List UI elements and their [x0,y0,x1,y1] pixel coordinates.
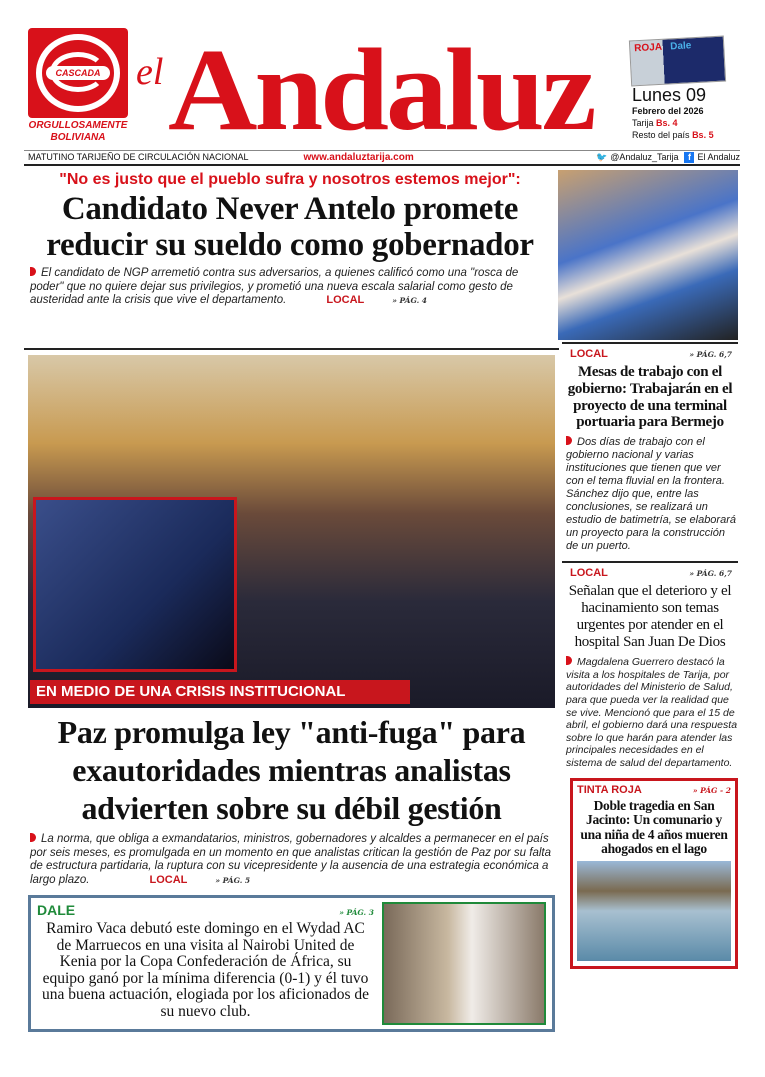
price-rest: Resto del país Bs. 5 [632,130,714,140]
side1-headline[interactable]: Mesas de trabajo con el gobierno: Trabajarán en el proyecto de una terminal portuaria para Bermejo [567,364,733,431]
bullet-icon [566,436,572,445]
divider [562,342,738,344]
cascada-logo: CASCADA [28,28,128,118]
dale-box [28,895,555,1032]
issue-day: Lunes 09 [632,85,707,105]
side1-deck: Dos días de trabajo con el gobierno nacional y varias instituciones que tienen que ver con el tema fluvial en la frontera. Sánchez dijo que, entre las conclusiones, se realizará un estudio de batimetría, se elaborará un proyecto para la construcción de un puerto. [566,436,736,553]
divider [562,561,738,563]
issue-month-year: Febrero del 2026 [632,106,704,116]
lead-quote: "No es justo que el pueblo sufra y nosotros estemos mejor": [59,171,521,188]
side2-page: » PÁG. 6,7 [689,569,732,579]
main-section: LOCAL [149,873,188,886]
side2-section: LOCAL [570,567,608,580]
side1-page: » PÁG. 6,7 [689,350,732,359]
masthead-title: Andaluz [168,24,594,155]
main-deck: La norma, que obliga a exmandatarios, ministros, gobernadores y alcaldes a permanecer en el país por seis meses, es promulgada en un momento en que analistas critican la gestión de Paz por su falta de estructura partidaria, la ruptura con su vicepresidente y la ausencia de una estrategia económica a largo plazo. LOCAL » PÁG. 5 [30,833,551,886]
masthead-el: el [136,51,164,93]
right-column [562,342,738,969]
social-links [596,152,740,163]
lake-photo [577,861,731,961]
side2-headline[interactable]: Señalan que el deterioro y el hacinamiento son temas urgentes por atender en el hospital San Juan De Dios [568,583,732,651]
main-photo [28,355,555,708]
lead-headline[interactable]: Candidato Never Antelo promete reducir su sueldo como gobernador [46,191,534,263]
side2-deck: Magdalena Guerrero destacó la visita a los hospitales de Tarija, por autoridades del Ministerio de Salud, para que pueda ver la realidad que se vive. Mencionó que para el 15 de abril, el gobierno dará una respuesta sobre lo que harán para atender las principales necesidades en el sistema de salud del departamento. [566,656,738,769]
divider [24,348,559,350]
dale-section: DALE [37,902,76,918]
price-local: Tarija Bs. 4 [632,118,678,128]
facebook-icon: f [684,152,694,163]
info-strip [28,152,740,163]
bullet-icon [566,656,572,665]
dale-photo [382,902,546,1025]
twitter-handle[interactable]: @Andaluz_Tarija [610,152,679,162]
main-story [28,713,555,1032]
side3-section: TINTA ROJA [577,783,642,796]
facebook-page[interactable]: El Andaluz [697,152,740,162]
twitter-icon: 🐦 [596,152,608,162]
lead-photo [558,170,738,340]
inset-photo [33,497,237,672]
lead-page: » PÁG. 4 [392,296,428,305]
side1-section: LOCAL [570,348,608,360]
main-page: » PÁG. 5 [215,875,251,885]
side3-page: » PÁG - 2 [692,785,731,795]
website-link[interactable]: www.andaluztarija.com [303,152,414,163]
supplements-thumbnail: ROJA Dale [629,36,726,87]
lead-deck: El candidato de NGP arremetió contra sus adversarios, a quienes calificó como una "rosca de poder" que no quiere dejar sus privilegios, y prometió una nueva escala salarial como gesto de austeridad ante la crisis que vive el departamento. LOCAL » PÁG. 4 [30,267,519,306]
bullet-icon [30,267,36,276]
divider [24,164,740,166]
divider [24,150,740,151]
bullet-icon [30,833,36,842]
main-banner: EN MEDIO DE UNA CRISIS INSTITUCIONAL [30,680,410,704]
strip-tagline: MATUTINO TARIJEÑO DE CIRCULACIÓN NACIONAL [28,152,249,162]
side3-headline[interactable]: Doble tragedia en San Jacinto: Un comunario y una niña de 4 años mueren ahogados en el lago [580,797,728,857]
lead-story [30,170,550,346]
main-headline[interactable]: Paz promulga ley "anti-fuga" para exautoridades mientras analistas advierten sobre su débil gestión [57,714,526,826]
logo-tagline: ORGULLOSAMENTE BOLIVIANA [28,120,128,143]
tinta-roja-box [570,778,738,969]
lead-section: LOCAL [326,294,365,306]
dale-page: » PÁG. 3 [339,908,374,917]
dale-text[interactable]: Ramiro Vaca debutó este domingo en el Wydad AC de Marruecos en una visita al Nairobi United de Kenia por la Copa Confederación de África, su equipo ganó por la mínima diferencia (0-1) y él tuvo una buena actuación, elogiada por los aficionados de su nuevo club. [41,920,370,1020]
dale-text-column [37,902,374,1025]
